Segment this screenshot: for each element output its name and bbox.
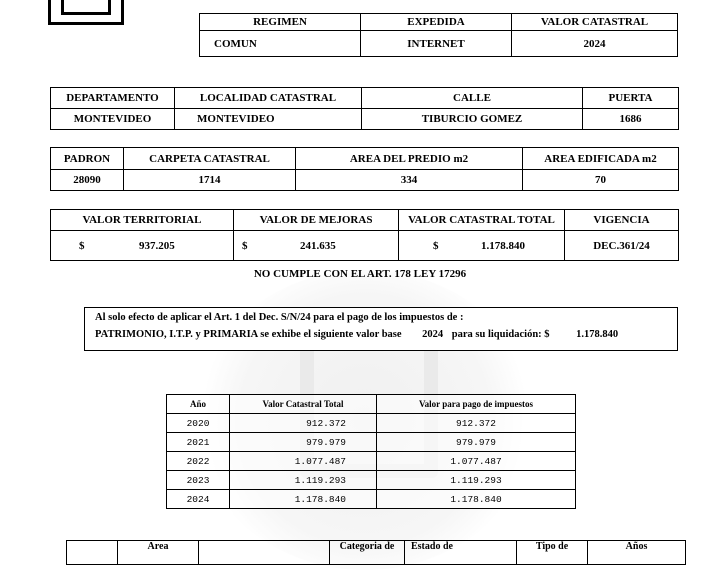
buildings-blank-col [67, 541, 118, 565]
vigencia-value: DEC.361/24 [565, 231, 679, 261]
history-year: 2020 [167, 414, 230, 433]
valor-mejoras-cell [234, 231, 399, 261]
regimen-label: REGIMEN [200, 14, 361, 31]
valor-catastral-total-value: 1.178.840 [481, 239, 525, 252]
table-row [167, 490, 576, 509]
puerta-label: PUERTA [583, 88, 679, 109]
history-valor: 912.372 [230, 414, 377, 433]
valor-catastral-total-cell [399, 231, 565, 261]
table-row [167, 471, 576, 490]
puerta-value: 1686 [583, 109, 679, 130]
parcel-table [50, 147, 679, 191]
tax-base-year: 2024 [422, 329, 444, 340]
area-predio-value: 334 [296, 170, 523, 191]
buildings-header-categoria: Categoria de [330, 541, 405, 565]
expedida-value: INTERNET [361, 31, 512, 57]
localidad-value: MONTEVIDEO [175, 109, 362, 130]
buildings-blank-col [199, 541, 330, 565]
valuation-table [50, 209, 679, 261]
area-edificada-label: AREA EDIFICADA m2 [523, 148, 679, 170]
carpeta-value: 1714 [124, 170, 296, 191]
buildings-header-area: Area [118, 541, 199, 565]
valor-catastral-year: 2024 [512, 31, 678, 57]
history-table [166, 394, 576, 509]
location-table [50, 87, 679, 130]
history-year: 2022 [167, 452, 230, 471]
calle-label: CALLE [362, 88, 583, 109]
history-year: 2024 [167, 490, 230, 509]
table-row [167, 414, 576, 433]
table-row [167, 452, 576, 471]
history-header-valor: Valor Catastral Total [230, 395, 377, 414]
tax-base-text: PATRIMONIO, I.T.P. y PRIMARIA se exhibe el siguiente valor base [95, 329, 402, 340]
valor-catastral-total-label: VALOR CATASTRAL TOTAL [399, 210, 565, 231]
institution-logo [48, 0, 124, 25]
localidad-label: LOCALIDAD CATASTRAL [175, 88, 362, 109]
history-header-year: Año [167, 395, 230, 414]
history-pago: 1.077.487 [377, 452, 576, 471]
currency-symbol: $ [79, 239, 85, 252]
history-pago: 1.178.840 [377, 490, 576, 509]
buildings-header-tipo: Tipo de [517, 541, 588, 565]
tax-base-box [84, 307, 678, 351]
valor-territorial-value: 937.205 [139, 239, 175, 252]
history-year: 2021 [167, 433, 230, 452]
history-valor: 1.119.293 [230, 471, 377, 490]
history-valor: 979.979 [230, 433, 377, 452]
valor-mejoras-value: 241.635 [300, 239, 336, 252]
buildings-table [66, 540, 686, 565]
padron-label: PADRON [51, 148, 124, 170]
calle-value: TIBURCIO GOMEZ [362, 109, 583, 130]
history-pago: 979.979 [377, 433, 576, 452]
valor-territorial-cell [51, 231, 234, 261]
area-predio-label: AREA DEL PREDIO m2 [296, 148, 523, 170]
departamento-value: MONTEVIDEO [51, 109, 175, 130]
history-year: 2023 [167, 471, 230, 490]
tax-base-suffix: para su liquidación: $ [451, 329, 550, 340]
header-table [199, 13, 678, 57]
history-valor: 1.077.487 [230, 452, 377, 471]
valor-catastral-label: VALOR CATASTRAL [512, 14, 678, 31]
expedida-label: EXPEDIDA [361, 14, 512, 31]
valor-territorial-label: VALOR TERRITORIAL [51, 210, 234, 231]
table-row [167, 433, 576, 452]
valor-mejoras-label: VALOR DE MEJORAS [234, 210, 399, 231]
history-header-pago: Valor para pago de impuestos [377, 395, 576, 414]
history-valor: 1.178.840 [230, 490, 377, 509]
tax-base-amount: 1.178.840 [576, 329, 619, 340]
currency-symbol: $ [433, 239, 439, 252]
compliance-notice: NO CUMPLE CON EL ART. 178 LEY 17296 [253, 268, 467, 280]
buildings-header-anos: Años [588, 541, 686, 565]
regimen-value: COMUN [200, 31, 361, 57]
history-pago: 912.372 [377, 414, 576, 433]
vigencia-label: VIGENCIA [565, 210, 679, 231]
tax-base-line2 [95, 329, 618, 340]
tax-base-line1: Al solo efecto de aplicar el Art. 1 del Dec. S/N/24 para el pago de los impuestos de : [95, 312, 464, 323]
padron-value: 28090 [51, 170, 124, 191]
history-pago: 1.119.293 [377, 471, 576, 490]
carpeta-label: CARPETA CATASTRAL [124, 148, 296, 170]
area-edificada-value: 70 [523, 170, 679, 191]
currency-symbol: $ [242, 239, 248, 252]
buildings-header-estado: Estado de [405, 541, 517, 565]
departamento-label: DEPARTAMENTO [51, 88, 175, 109]
